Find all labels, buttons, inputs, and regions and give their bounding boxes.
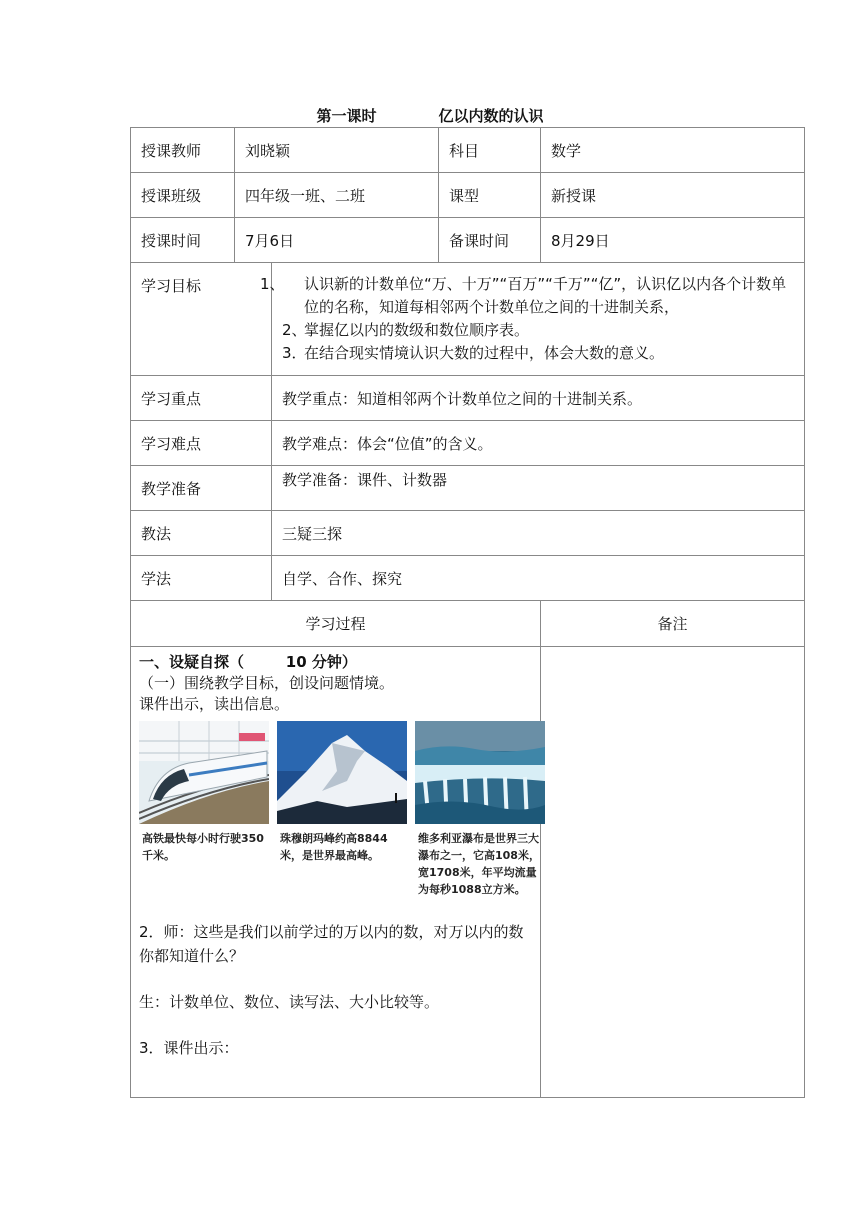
difficulty-value: 教学难点：体会“位值”的含义。 <box>272 421 805 466</box>
falls-image <box>415 721 545 824</box>
figure-row <box>139 721 540 898</box>
goal-text: 认识新的计数单位“万、十万”“百万”“千万”“亿”，认识亿以内各个计数单位的名称，知道每相邻两个计数单位之间的十进制关系， <box>304 275 787 316</box>
prep-label: 教学准备 <box>131 466 272 511</box>
prep-time-label: 备课时间 <box>439 218 541 263</box>
question-two: 2．师：这些是我们以前学过的万以内的数，对万以内的数你都知道什么？ <box>139 923 524 965</box>
step-one: （一）围绕教学目标，创设问题情境。 <box>139 674 395 692</box>
goal-number: 2、 <box>282 321 307 339</box>
notes-header: 备注 <box>541 601 805 647</box>
process-content <box>131 647 541 1098</box>
figure-everest <box>277 721 407 898</box>
subject-label: 科目 <box>439 128 541 173</box>
prep-time-value: 8月29日 <box>541 218 805 263</box>
goals-list <box>260 273 794 365</box>
everest-image <box>277 721 407 824</box>
lesson-number: 第一课时 <box>316 107 377 125</box>
train-image <box>139 721 269 824</box>
type-value: 新授课 <box>541 173 805 218</box>
time-label: 授课时间 <box>131 218 235 263</box>
time-value: 7月6日 <box>235 218 439 263</box>
everest-caption: 珠穆朗玛峰约高8844米，是世界最高峰。 <box>280 832 388 862</box>
figure-falls <box>415 721 545 898</box>
class-value: 四年级一班、二班 <box>235 173 439 218</box>
lesson-topic: 亿以内数的认识 <box>438 107 544 125</box>
key-value: 教学重点：知道相邻两个计数单位之间的十进制关系。 <box>272 376 805 421</box>
goal-text: 掌握亿以内的数级和数位顺序表。 <box>304 321 530 339</box>
goal-number: 3． <box>282 344 307 362</box>
process-header: 学习过程 <box>131 601 541 647</box>
student-answer: 生：计数单位、数位、读写法、大小比较等。 <box>139 993 440 1011</box>
goal-text: 在结合现实情境认识大数的过程中，体会大数的意义。 <box>304 344 665 362</box>
figure-train <box>139 721 269 898</box>
type-label: 课型 <box>439 173 541 218</box>
goal-item <box>260 273 794 319</box>
class-label: 授课班级 <box>131 173 235 218</box>
lesson-plan-table <box>130 127 805 1098</box>
learn-value: 自学、合作、探究 <box>272 556 805 601</box>
subject-value: 数学 <box>541 128 805 173</box>
method-value: 三疑三探 <box>272 511 805 556</box>
question-three: 3．课件出示： <box>139 1039 239 1057</box>
goal-item <box>282 319 794 342</box>
page-title <box>0 105 860 126</box>
goals-label: 学习目标 <box>131 263 272 376</box>
difficulty-label: 学习难点 <box>131 421 272 466</box>
notes-cell <box>541 647 805 1098</box>
show-instruction: 课件出示，读出信息。 <box>139 695 290 713</box>
goal-item <box>282 342 794 365</box>
goals-cell <box>260 263 805 376</box>
teacher-value: 刘晓颖 <box>235 128 439 173</box>
learn-label: 学法 <box>131 556 272 601</box>
falls-caption: 维多利亚瀑布是世界三大瀑布之一，它高108米，宽1708米，年平均流量为每秒1088立方米。 <box>418 832 540 896</box>
goal-number: 1、 <box>260 275 285 293</box>
method-label: 教法 <box>131 511 272 556</box>
section-title: 一、设疑自探（ 10 分钟） <box>139 653 357 671</box>
teacher-label: 授课教师 <box>131 128 235 173</box>
train-caption: 高铁最快每小时行驶350千米。 <box>142 832 264 862</box>
prep-value: 教学准备：课件、计数器 <box>272 466 805 511</box>
key-label: 学习重点 <box>131 376 272 421</box>
